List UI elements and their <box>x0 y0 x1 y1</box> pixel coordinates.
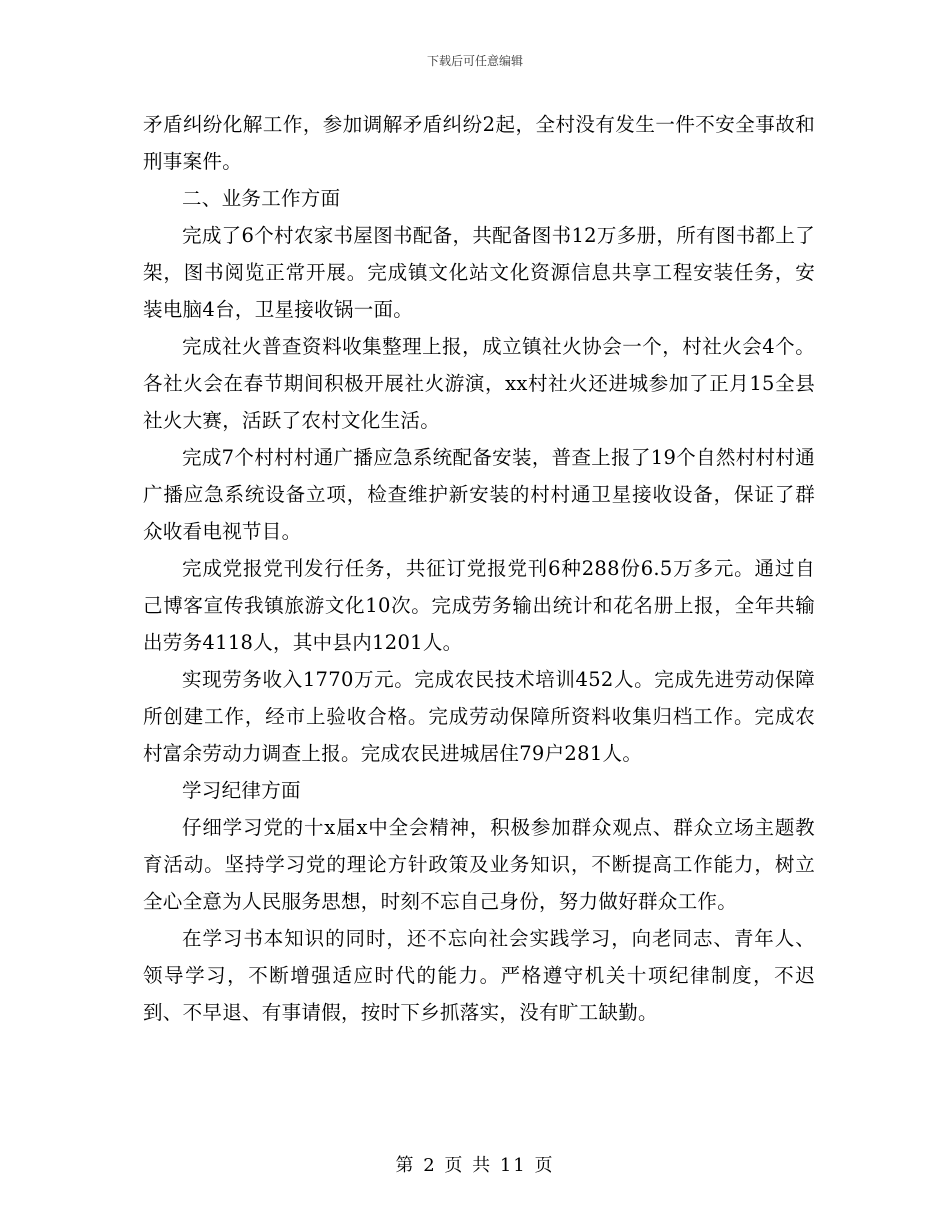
paragraph-shehuo: 完成社火普查资料收集整理上报，成立镇社火协会一个，村社火会4个。各社火会在春节期间积极开展社火游演，xx村社火还进城参加了正月15全县社火大赛，活跃了农村文化生活。 <box>143 335 815 432</box>
section-heading-discipline: 学习纪律方面 <box>182 779 301 802</box>
page-number: 第 2 页 共 11 页 <box>395 1155 555 1176</box>
paragraph-newspaper: 完成党报党刊发行任务，共征订党报党刊6种288份6.5万多元。通过自己博客宣传我镇旅游文化10次。完成劳务输出统计和花名册上报，全年共输出劳务4118人，其中县内1201人。 <box>143 557 815 654</box>
section-heading-business: 二、业务工作方面 <box>182 187 341 210</box>
paragraph-continued: 矛盾纠纷化解工作，参加调解矛盾纠纷2起，全村没有发生一件不安全事故和刑事案件。 <box>143 113 815 173</box>
document-body <box>143 106 815 1031</box>
paragraph-practice: 在学习书本知识的同时，还不忘向社会实践学习，向老同志、青年人、领导学习，不断增强适应时代的能力。严格遵守机关十项纪律制度，不迟到、不早退、有事请假，按时下乡抓落实，没有旷工缺勤。 <box>143 927 815 1024</box>
paragraph-library: 完成了6个村农家书屋图书配备，共配备图书12万多册，所有图书都上了架，图书阅览正常开展。完成镇文化站文化资源信息共享工程安装任务，安装电脑4台，卫星接收锅一面。 <box>143 224 815 321</box>
paragraph-study: 仔细学习党的十x届x中全会精神，积极参加群众观点、群众立场主题教育活动。坚持学习党的理论方针政策及业务知识，不断提高工作能力，树立全心全意为人民服务思想，时刻不忘自己身份，努力做好群众工作。 <box>143 816 815 913</box>
paragraph-broadcast: 完成7个村村村通广播应急系统配备安装，普查上报了19个自然村村村通广播应急系统设备立项，检查维护新安装的村村通卫星接收设备，保证了群众收看电视节目。 <box>143 446 815 543</box>
paragraph-labor: 实现劳务收入1770万元。完成农民技术培训452人。完成先进劳动保障所创建工作，经市上验收合格。完成劳动保障所资料收集归档工作。完成农村富余劳动力调查上报。完成农民进城居住79户281人。 <box>143 668 815 765</box>
page-header: 下载后可任意编辑 <box>426 54 523 68</box>
